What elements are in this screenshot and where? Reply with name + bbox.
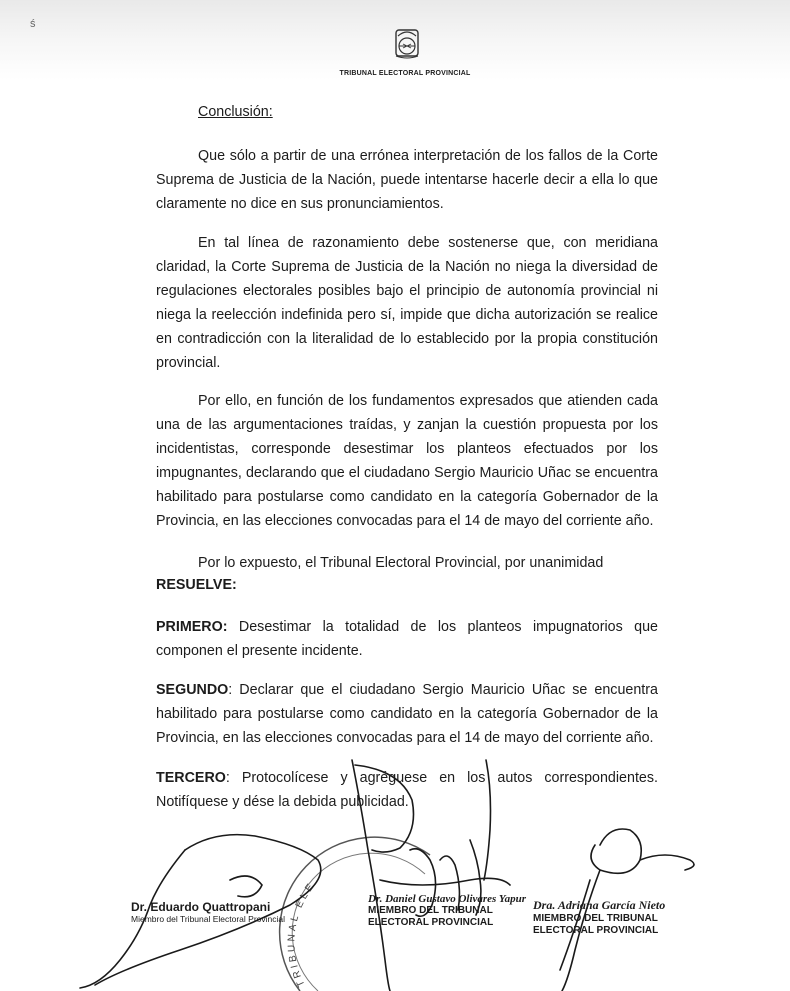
paragraph-3: Por ello, en función de los fundamentos expresados que atienden cada una de las argumentaciones traídas, y zanjan la cuestión propuesta por los incidentistas, corresponde desestimar los planteos efectuados por los impugnantes, declarando que el ciudadano Sergio Mauricio Uñac se encuentra habilitado para postularse como candidato en la categoría Gobernador de la Provincia, en las elecciones convocadas para el 14 de mayo del corriente año. <box>156 393 658 529</box>
paragraph-4: Por lo expuesto, el Tribunal Electoral Provincial, por unanimidad <box>198 555 604 571</box>
signer-2-role-line2: ELECTORAL PROVINCIAL <box>368 917 494 928</box>
segundo-text: : Declarar que el ciudadano Sergio Mauricio Uñac se encuentra habilitado para postularse como candidato en la categoría Gobernador de la Provincia, en las elecciones convocadas para el 14 de mayo del corriente año. <box>156 682 658 746</box>
signer-2-name: Dr. Daniel Gustavo Olivares Yapur <box>368 893 526 905</box>
signer-3-role-line1: MIEMBRO DEL TRIBUNAL <box>533 913 658 924</box>
stamp-text: TRIBUNAL ELE <box>286 879 318 989</box>
signer-3-role-line2: ELECTORAL PROVINCIAL <box>533 925 659 936</box>
signer-3-name: Dra. Adriana García Nieto <box>533 898 666 912</box>
resuelve-heading: RESUELVE: <box>156 577 237 593</box>
signer-1-name: Dr. Eduardo Quattropani <box>131 900 271 914</box>
conclusion-heading: Conclusión: <box>198 104 273 120</box>
primero-text: Desestimar la totalidad de los planteos impugnatorios que componen el presente incidente. <box>156 619 658 659</box>
header-title: TRIBUNAL ELECTORAL PROVINCIAL <box>339 70 471 77</box>
signer-2-role-line1: MIEMBRO DEL TRIBUNAL <box>368 905 493 916</box>
corner-mark: ś <box>30 18 36 30</box>
tercero-label: TERCERO <box>156 770 226 786</box>
tercero-text: : Protocolícese y agréguese en los autos correspondientes. Notifíquese y dése la debida publicidad. <box>156 770 658 810</box>
signer-1-role: Miembro del Tribunal Electoral Provincial <box>131 914 286 924</box>
signature-block-3 <box>533 898 665 937</box>
primero-label: PRIMERO: <box>156 619 228 635</box>
signature-block-2 <box>368 893 526 929</box>
segundo-label: SEGUNDO <box>156 682 229 698</box>
signature-block-1 <box>131 900 285 924</box>
paragraph-1: Que sólo a partir de una errónea interpretación de los fallos de la Corte Suprema de Justicia de la Nación, puede intentarse hacerle decir a ella lo que claramente no dice en sus pronunciamientos. <box>156 148 658 212</box>
paragraph-2: En tal línea de razonamiento debe sostenerse que, con meridiana claridad, la Corte Suprema de Justicia de la Nación no niega la diversidad de regulaciones electorales posibles bajo el principio de autonomía provincial ni niega la reelección indefinida pero sí, impide que dicha autorización se realice en contradicción con la literalidad de lo establecido por la propia constitución provincial. <box>156 235 658 371</box>
